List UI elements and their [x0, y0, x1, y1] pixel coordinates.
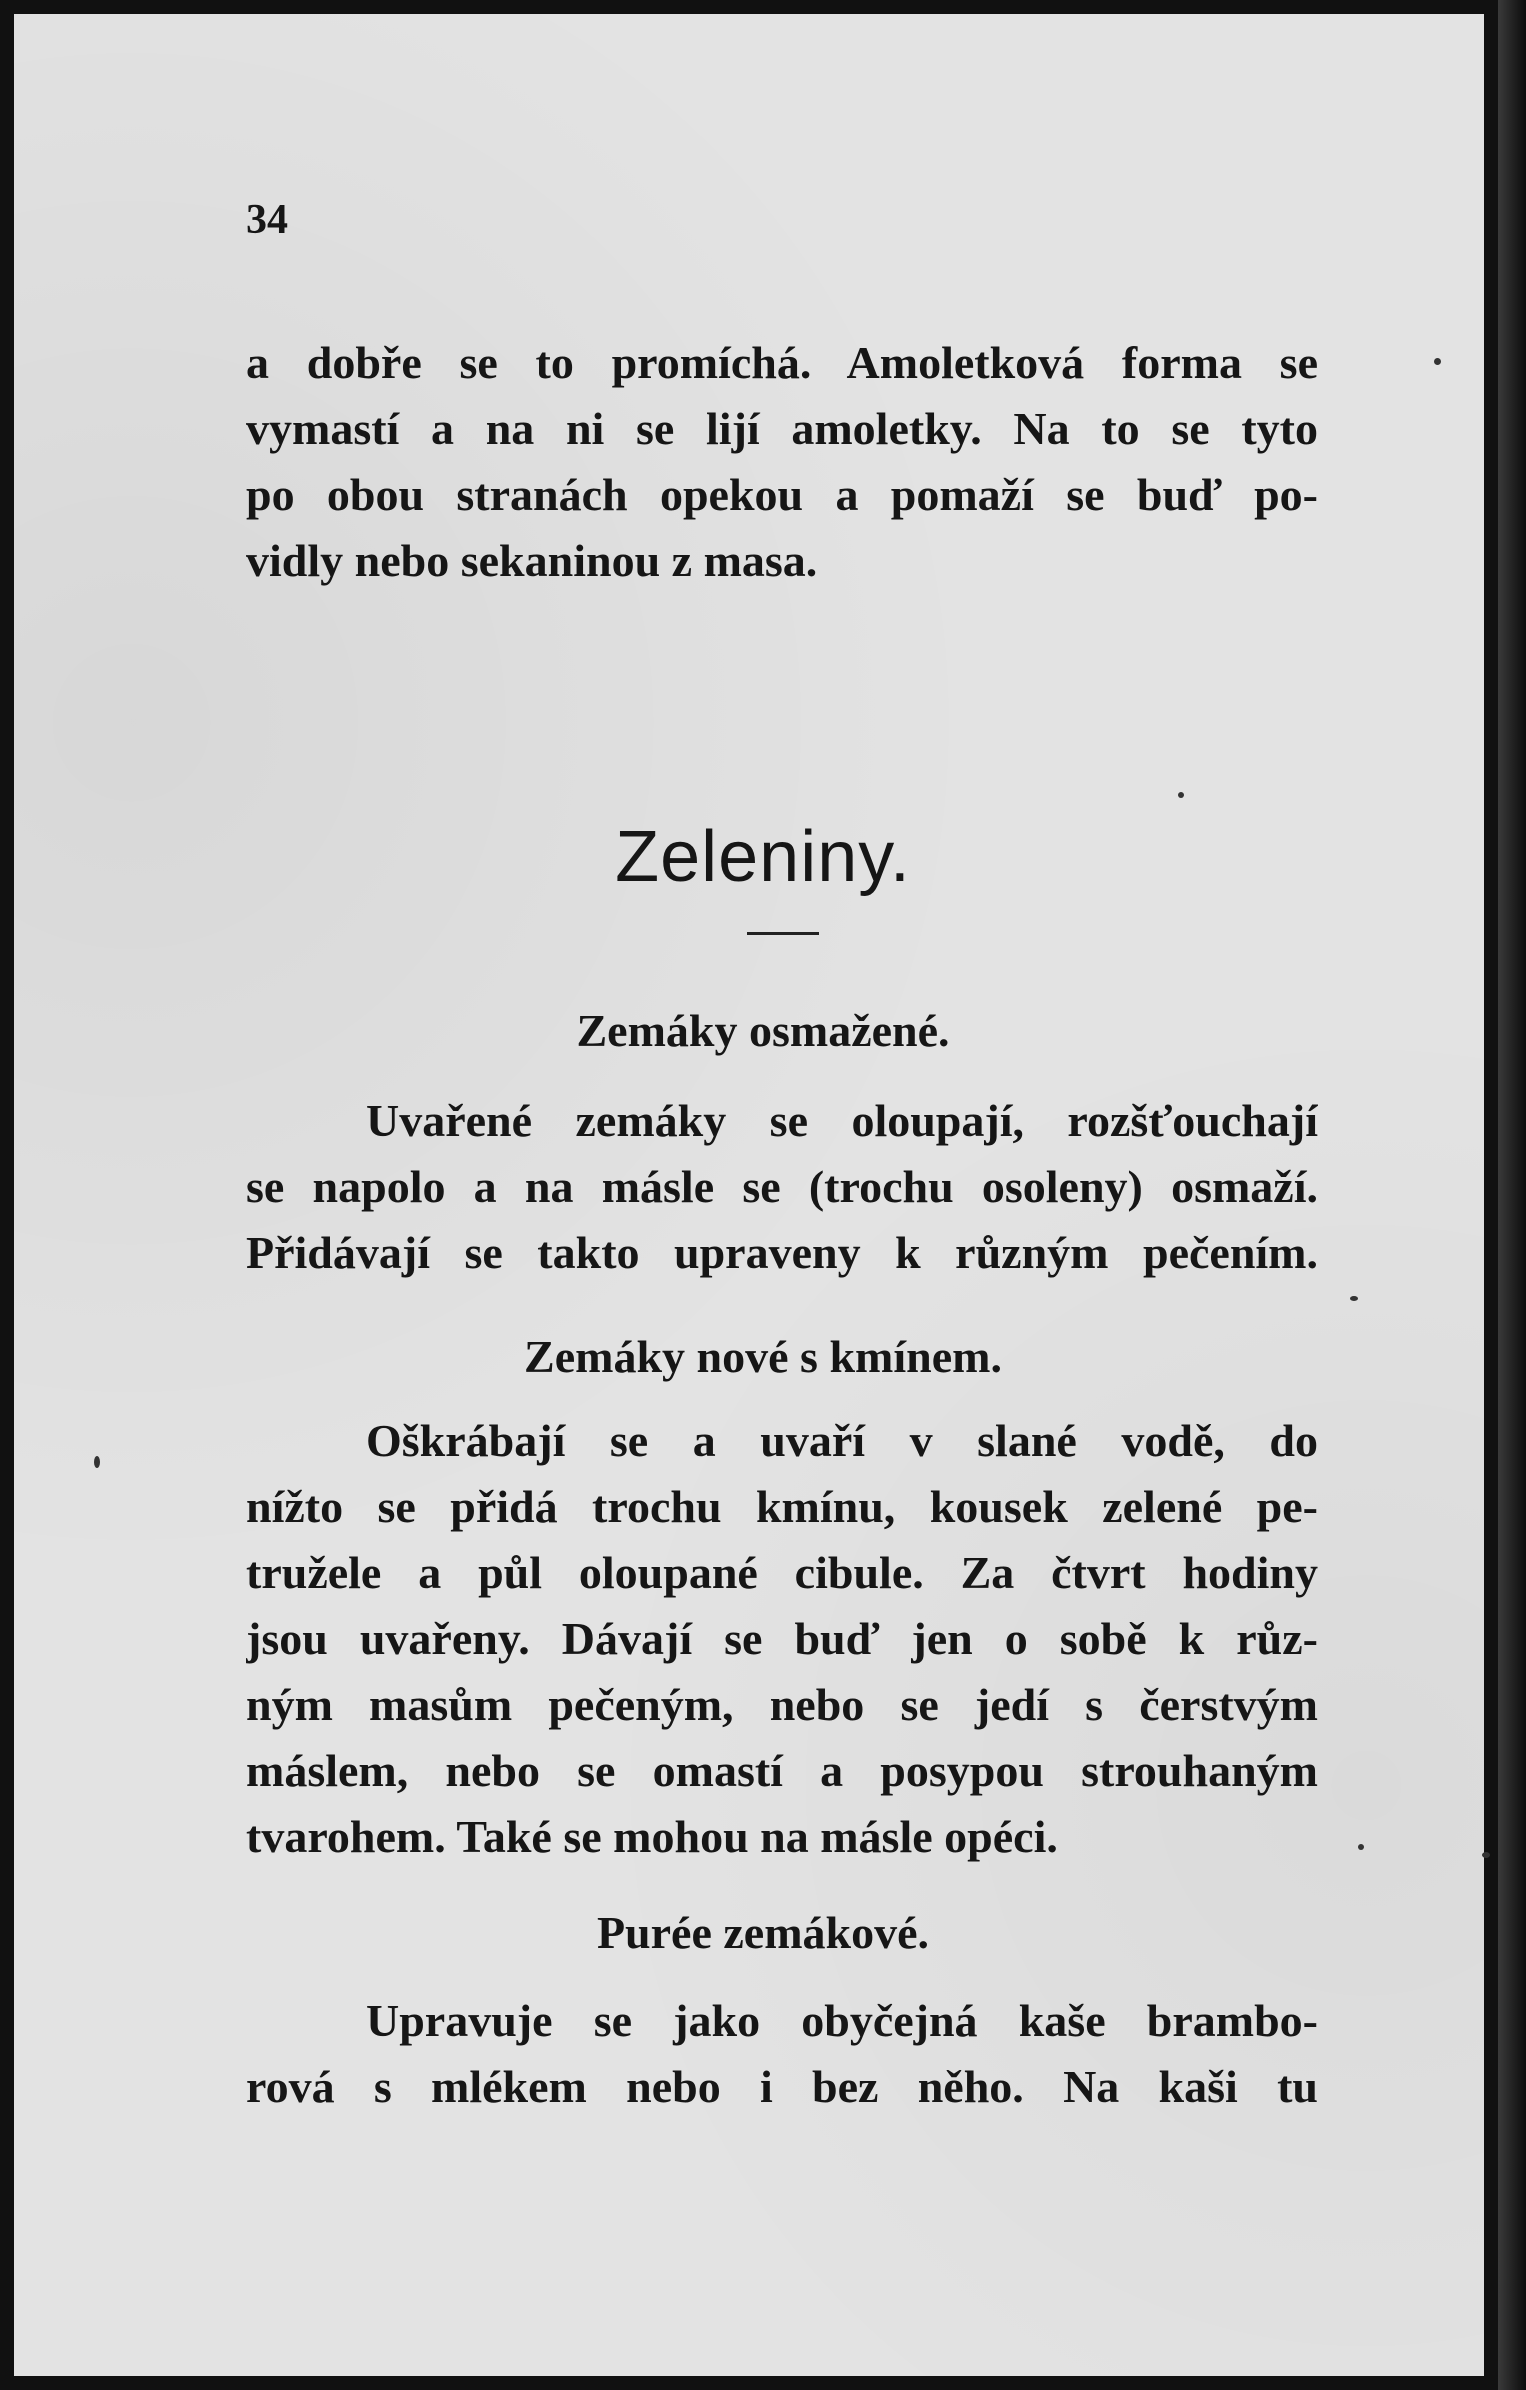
text-line: po obou stranách opekou a pomaží se buď po- [246, 469, 1318, 520]
text-line: rová s mlékem nebo i bez něho. Na kaši tu [246, 2061, 1318, 2112]
text-line: a dobře se to promíchá. Amoletková forma se [246, 337, 1318, 388]
text-line: Uvařené zemáky se oloupají, rozšťouchají [366, 1095, 1318, 1146]
paper-speck [1358, 1844, 1364, 1850]
recipe-body [246, 1408, 1318, 1870]
recipe-heading: Zemáky osmažené. [576, 1005, 950, 1056]
title-rule [747, 932, 819, 935]
paper-speck [1482, 1852, 1490, 1858]
paper-speck [94, 1456, 100, 1468]
text-line: ným masům pečeným, nebo se jedí s čerstvým [246, 1679, 1318, 1730]
recipe-body [246, 1088, 1318, 1286]
text-line: se napolo a na másle se (trochu osoleny) osmaží. [246, 1161, 1318, 1212]
text-line: vidly nebo sekaninou z masa. [246, 535, 818, 586]
text-line: máslem, nebo se omastí a posypou strouhaným [246, 1745, 1318, 1796]
page-number: 34 [246, 197, 288, 243]
paper-speck [1350, 1296, 1358, 1301]
text-line: nížto se přidá trochu kmínu, kousek zelené pe- [246, 1481, 1318, 1532]
text-line: vymastí a na ni se lijí amoletky. Na to se tyto [246, 403, 1318, 454]
text-line: tvarohem. Také se mohou na másle opéci. [246, 1811, 1058, 1862]
text-line: Oškrábají se a uvaří v slané vodě, do [366, 1415, 1318, 1466]
intro-paragraph [246, 330, 1318, 594]
paper-speck [1178, 792, 1184, 798]
recipe-body [246, 1988, 1318, 2120]
recipe-heading: Zemáky nové s kmínem. [524, 1331, 1002, 1382]
text-line: tružele a půl oloupané cibule. Za čtvrt hodiny [246, 1547, 1318, 1598]
text-line: Upravuje se jako obyčejná kaše brambo- [366, 1995, 1318, 2046]
section-title: Zeleniny. [615, 817, 911, 897]
paper-speck [1434, 358, 1441, 365]
page-edge-shadow [1498, 0, 1526, 2390]
recipe-heading: Purée zemákové. [596, 1907, 930, 1958]
text-line: Přidávají se takto upraveny k různým pečením. [246, 1227, 1318, 1278]
text-line: jsou uvařeny. Dávají se buď jen o sobě k růz- [246, 1613, 1318, 1664]
